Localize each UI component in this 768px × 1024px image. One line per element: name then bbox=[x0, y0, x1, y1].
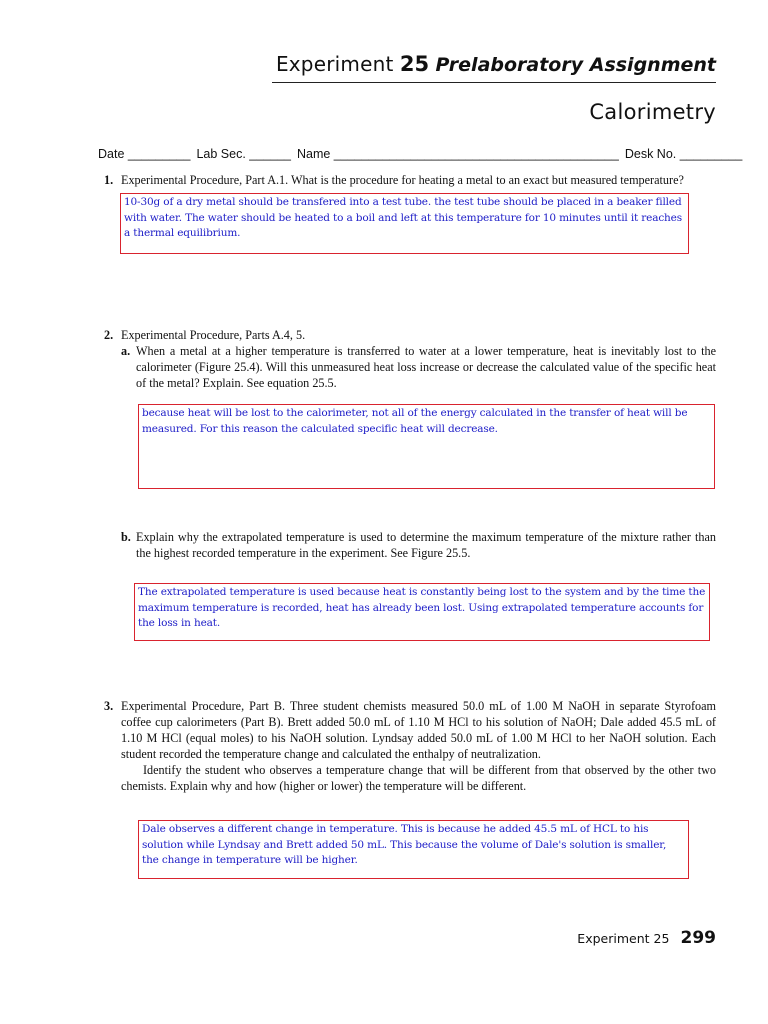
page-number: 299 bbox=[680, 928, 716, 948]
subquestion-label: b. bbox=[121, 530, 131, 544]
page-footer bbox=[577, 928, 716, 948]
answer-box: 10-30g of a dry metal should be transfered into a test tube. the test tube should be placed in a beaker filled with water. The water should be heated to a boil and left at this temperature for 10 minutes until it reaches a thermal equilibrium. bbox=[120, 193, 689, 254]
question-number: 2. bbox=[104, 328, 114, 342]
experiment-word: Experiment bbox=[275, 52, 394, 76]
assignment-title: Prelaboratory Assignment bbox=[435, 54, 716, 76]
question-number: 3. bbox=[104, 699, 114, 713]
date-field: Date _________ bbox=[98, 147, 191, 161]
header-divider bbox=[272, 82, 716, 83]
subquestion-a-text: When a metal at a higher temperature is transferred to water at a lower temperature, heat is inevitably lost to the calorimeter (Figure 25.4). Will this unmeasured heat loss increase or decrease the calculated value of the specific heat of the metal? Explain. See equation 25.5. bbox=[136, 344, 716, 390]
subquestion-label: a. bbox=[121, 344, 131, 358]
question-text: Experimental Procedure, Part A.1. What is the procedure for heating a metal to an exact but measured temperature? bbox=[121, 173, 684, 187]
student-info-line bbox=[98, 147, 743, 161]
question-text-paragraph-2: Identify the student who observes a temperature change that will be different from that observed by the other two chemists. Explain why and how (higher or lower) the temperature will be different. bbox=[121, 763, 716, 793]
question-text-paragraph-1: Experimental Procedure, Part B. Three student chemists measured 50.0 mL of 1.00 M NaOH in separate Styrofoam coffee cup calorimeters (Part B). Brett added 50.0 mL of 1.10 M HCl to his solution of NaOH; Dale added 45.5 mL of 1.10 M HCl (equal moles) to his NaOH solution. Lyndsay added 50.0 mL of 1.00 M HCl to her NaOH solution. Each student recorded the temperature change and calculated the enthalpy of neutralization. bbox=[121, 699, 716, 761]
subquestion-b-text: Explain why the extrapolated temperature is used to determine the maximum temperature of the mixture rather than the highest recorded temperature in the experiment. See Figure 25.5. bbox=[136, 530, 716, 560]
lab-sec-field: Lab Sec. ______ bbox=[196, 147, 291, 161]
desk-no-field: Desk No. _________ bbox=[624, 147, 743, 161]
footer-label: Experiment 25 bbox=[577, 931, 670, 946]
name-field: Name _________________________________________ bbox=[296, 147, 619, 161]
page-header-title bbox=[276, 52, 716, 76]
answer-box: because heat will be lost to the calorimeter, not all of the energy calculated in the transfer of heat will be measured. For this reason the calculated specific heat will decrease. bbox=[138, 404, 715, 489]
question-number: 1. bbox=[104, 173, 114, 187]
question-text: Experimental Procedure, Parts A.4, 5. bbox=[121, 328, 306, 342]
answer-box: The extrapolated temperature is used because heat is constantly being lost to the system and by the time the maximum temperature is recorded, heat has already been lost. Using extrapolated temperature accounts for the loss in heat. bbox=[134, 583, 710, 641]
page-subtitle: Calorimetry bbox=[589, 100, 716, 124]
experiment-number: 25 bbox=[399, 52, 430, 76]
answer-box: Dale observes a different change in temperature. This is because he added 45.5 mL of HCL to his solution while Lyndsay and Brett added 50 mL. This because the volume of Dale's solution is smaller, the change in temperature will be higher. bbox=[138, 820, 689, 879]
